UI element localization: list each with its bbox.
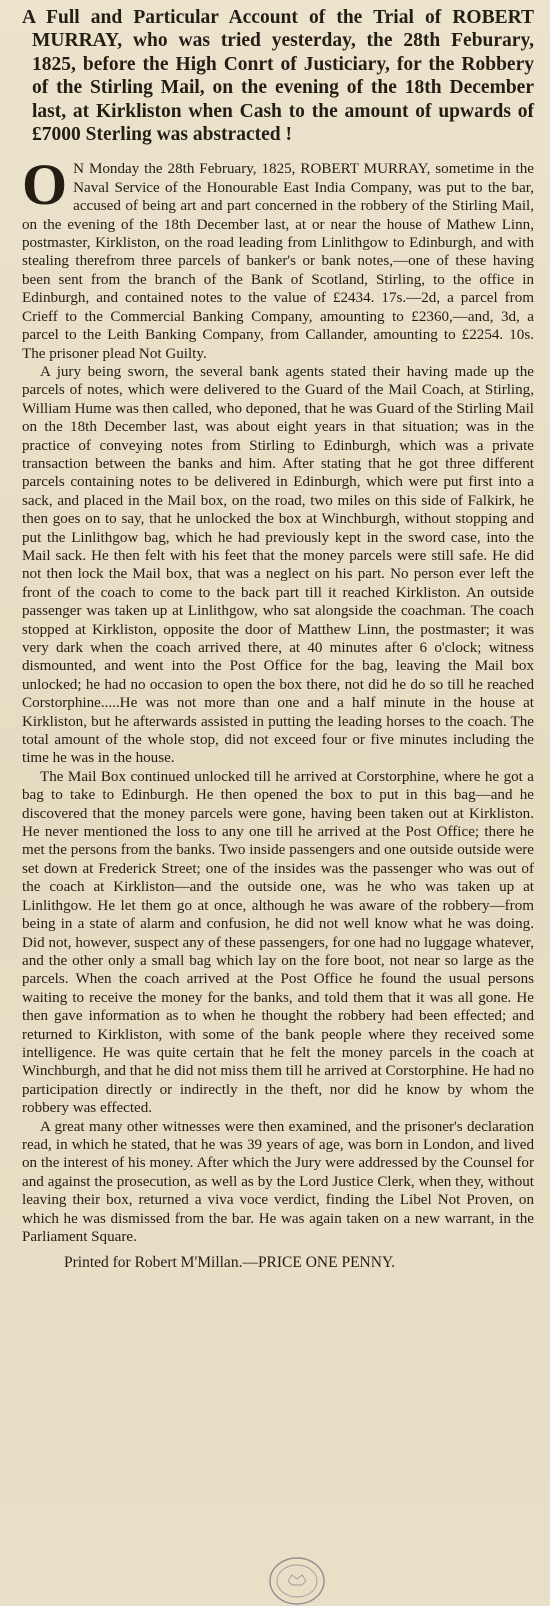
paragraph-opening (22, 152, 534, 362)
paragraph-verdict: A great many other witnesses were then examined, and the prisoner's declaration read, in which he stated, that he was 39 years of age, was born in London, and lived on the interest of his money. After which the Jury were addressed by the Counsel for and against the prosecution, as well as by the Lord Justice Clerk, when they, without leaving their box, returned a viva voce verdict, finding the Libel Not Proven, on which he was dismissed from the bar. He was again taken on a new warrant, in the Parliament Square. (22, 1118, 534, 1245)
printer-footer: Printed for Robert M'Millan.—PRICE ONE PENNY. (64, 1254, 396, 1272)
headline: A Full and Particular Account of the Trial of ROBERT MURRAY, who was tried yesterday, the 28th Feburary, 1825, before the High Conrt of Justiciary, for the Robbery of the Stirling Mail, on the evening of the 18th December last, at Kirkliston when Cash to the amount of upwards of £7000 Sterling was abstracted ! (22, 7, 534, 146)
paragraph-mail-box: The Mail Box continued unlocked till he arrived at Corstorphine, where he got a bag to take to Edinburgh. He then opened the box to put in this bag—and he discovered that the money parcels were gone, having been taken out at Kirkliston. He never mentioned the loss to any one till he arrived at the Post Office; there he met the persons from the banks. Two inside passengers and one outside outside were set down at Frederick Street; one of the insides was the passenger who was out of the coach at Kirkliston—and the outside one, was he who was taken up at Linlithgow. He let them go at once, although he was aware of the robbery—from being in a state of alarm and confusion, he did not well know what he was doing. Did not, however, suspect any of these passengers, for one had no luggage whatever, and the other only a small bag which lay on the fore boot, not near so large as the parcels. When the coach arrived at the Post Office he found the usual persons waiting to receive the money for the banks, and told them that it was all gone. He then gave information as to when he thought the robbery had been effected; and returned to Kirkliston, with some of the bank people where they received some intelligence. He was quite certain that he felt the money parcels in the coach at Winchburgh, and that he did not miss them till he arrived at Corstorphine. He had no participation directly or indirectly in the theft, nor did he know by whom the robbery was effected. (22, 768, 534, 1117)
library-stamp-icon (268, 1556, 326, 1606)
opening-text: N Monday the 28th February, 1825, ROBERT MURRAY, sometime in the Naval Service of the Honourable East India Company, was put to the bar, accused of being art and part concerned in the robbery of the Stirling Mail, on the evening of the 18th December last, at or near the house of Mathew Linn, postmaster, Kirkliston, on the road leading from Linlithgow to Edinburgh, and with stealing therefrom three parcels of banker's or bank notes,—one of these having been sent from the branch of the Bank of Scotland, Stirling, to the office in Edinburgh, and contained notes to the value of £2434. 17s.—2d, a parcel from Crieff to the Commercial Banking Company, amounting to £2360,—and, 3d, a parcel to the Leith Banking Company, from Callander, amounting to £2254. 10s. The prisoner plead Not Guilty. (22, 161, 534, 362)
drop-cap: O (22, 152, 68, 218)
paragraph-jury: A jury being sworn, the several bank agents stated their having made up the parcels of notes, which were delivered to the Guard of the Mail Coach, at Stirling, William Hume was then called, who deponed, that he was Guard of the Stirling Mail on the 18th December last, was about eight years in that situation; was in the practice of conveying notes from Stirling to Edinburgh, which was a private transaction between the banks and him. After stating that he got three different parcels containing notes to be delivered in Edinburgh, which were put first into a sack, and placed in the Mail box, on the road, two miles on this side of Falkirk, he then goes on to say, that he unlocked the box at Winchburgh, without stopping and put the Linlithgow bag, which he had previously kept in the sword case, into the Mail sack. He then felt with his feet that the money parcels were still safe. He did not then lock the Mail box, that was a neglect on his part. No person ever left the front of the coach to come to the back part till it reached Kirkliston. An outside passenger was taken up at Linlithgow, who sat alongside the coachman. The coach stopped at Kirkliston, opposite the door of Matthew Linn, the postmaster; it was very dark when the coach arrived there, at 40 minutes after 6 o'clock; witness dismounted, and went into the Post Office for the bag, leaving the Mail box unlocked; he had no occasion to open the box there, not did he do so till he reached Corstorphine.....He was not more than one and a half minute in the house at Kirkliston, but he afterwards assisted in putting the leading horses to the coach. The total amount of the whole stop, did not exceed four or five minutes including the time he was in the house. (22, 363, 534, 767)
